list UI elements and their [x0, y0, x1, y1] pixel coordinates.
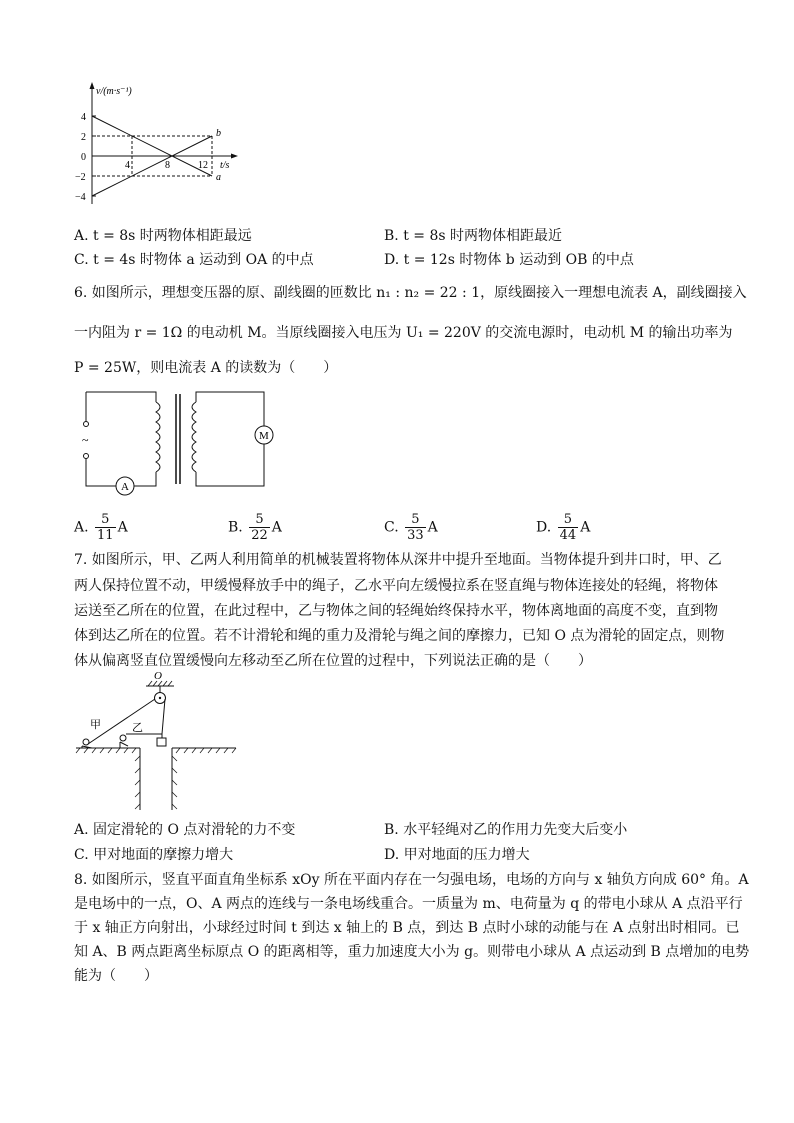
line-a [92, 116, 212, 176]
person-yi-label: 乙 [132, 722, 143, 734]
unit: A [271, 519, 282, 536]
q5-option-c[interactable]: C. t = 4s 时物体 a 运动到 OA 的中点 [74, 252, 314, 268]
y-tick-label: 2 [81, 132, 86, 143]
q5-option-a[interactable]: A. t = 8s 时两物体相距最远 [74, 228, 252, 244]
person-jia-icon [82, 739, 92, 748]
secondary-wire [196, 392, 264, 426]
option-letter: C. [384, 519, 399, 536]
q7-option-c[interactable]: C. 甲对地面的摩擦力增大 [74, 847, 234, 863]
fraction-numerator: 5 [405, 512, 426, 528]
q6-stem-line: 6. 如图所示，理想变压器的原、副线圈的匝数比 n₁ : n₂ = 22 : 1，原线圈接入一理想电流表 A，副线圈接入 [74, 285, 747, 301]
y-axis-arrow-icon [90, 82, 95, 89]
ac-source-symbol: ~ [82, 433, 89, 447]
y-axis-label: v/(m·s⁻¹) [96, 86, 132, 97]
y-tick-label: −4 [75, 192, 86, 203]
person-yi-icon [120, 735, 128, 748]
q6-option-b[interactable] [228, 512, 282, 543]
fraction-denominator: 44 [559, 528, 577, 543]
q6-stem-line: P = 25W，则电流表 A 的读数为（ ） [74, 360, 338, 376]
q6-option-d[interactable] [536, 512, 590, 543]
x-axis-label: t/s [220, 160, 230, 171]
unit: A [117, 519, 128, 536]
y-tick-label: 0 [81, 152, 86, 163]
x-axis-arrow-icon [231, 154, 238, 159]
q8-stem-line: 知 A、B 两点距离坐标原点 O 的距离相等，重力加速度大小为 g。则带电小球从 A 点运动到 B 点增加的电势 [74, 944, 750, 960]
fraction-numerator: 5 [558, 512, 579, 528]
secondary-wire [196, 444, 264, 486]
q7-option-b[interactable]: B. 水平轻绳对乙的作用力先变大后变小 [384, 822, 628, 838]
unit: A [427, 519, 438, 536]
q7-stem-line: 体从偏离竖直位置缓慢向左移动至乙所在位置的过程中，下列说法正确的是（ ） [74, 653, 592, 669]
rope-vertical [162, 699, 165, 734]
y-tick-label: 4 [81, 112, 86, 123]
q8-stem-line: 能为（ ） [74, 968, 158, 984]
q5-option-b[interactable]: B. t = 8s 时两物体相距最近 [384, 228, 562, 244]
secondary-coil [192, 402, 196, 472]
q8-stem-line: 是电场中的一点，O、A 两点的连线与一条电场线重合。一质量为 m、电荷量为 q 的带电小球从 A 点沿平行 [74, 896, 743, 912]
object-box [157, 738, 166, 746]
primary-wire [134, 472, 156, 486]
line-b [92, 136, 212, 196]
motor-label: M [259, 430, 269, 442]
well-pulley-figure [76, 670, 240, 812]
primary-coil [156, 402, 160, 472]
q7-option-a[interactable]: A. 固定滑轮的 O 点对滑轮的力不变 [74, 822, 296, 838]
transformer-circuit [78, 386, 278, 496]
primary-wire [86, 392, 156, 402]
option-letter: A. [74, 519, 89, 536]
q6-stem-line: 一内阻为 r = 1Ω 的电动机 M。当原线圈接入电压为 U₁ = 220V 的交流电源时，电动机 M 的输出功率为 [74, 325, 733, 341]
x-tick-label: 12 [198, 160, 208, 171]
fraction-denominator: 22 [251, 528, 268, 543]
q7-stem-line: 两人保持位置不动，甲缓慢释放手中的绳子，乙水平向左缓慢拉系在竖直绳与物体连接处的轻绳，将物体 [74, 578, 718, 594]
q7-stem-line: 7. 如图所示，甲、乙两人利用简单的机械装置将物体从深井中提升至地面。当物体提升到井口时，甲、乙 [74, 552, 722, 568]
primary-wire [86, 458, 116, 486]
point-o-label: O [154, 670, 162, 682]
q6-option-c[interactable] [384, 512, 438, 543]
velocity-time-graph [75, 80, 248, 210]
q7-stem-line: 运送至乙所在的位置，在此过程中，乙与物体之间的轻绳始终保持水平，物体离地面的高度不变，直到物 [74, 603, 718, 619]
fraction [405, 512, 426, 543]
fraction-numerator: 5 [95, 512, 116, 528]
x-tick-label: 8 [165, 160, 170, 171]
option-letter: B. [228, 519, 243, 536]
unit: A [580, 519, 591, 536]
fraction [558, 512, 579, 543]
option-letter: D. [536, 519, 552, 536]
terminal [84, 454, 89, 459]
fraction-denominator: 11 [97, 528, 114, 543]
q6-option-a[interactable] [74, 512, 128, 543]
line-b-label: b [216, 128, 221, 139]
x-tick-label: 4 [125, 160, 130, 171]
q7-stem-line: 体到达乙所在的位置。若不计滑轮和绳的重力及滑轮与绳之间的摩擦力，已知 O 点为滑轮的固定点，则物 [74, 628, 725, 644]
fraction [249, 512, 270, 543]
fraction-numerator: 5 [249, 512, 270, 528]
q7-option-d[interactable]: D. 甲对地面的压力增大 [384, 847, 530, 863]
ammeter-label: A [121, 481, 129, 493]
person-jia-label: 甲 [90, 719, 101, 731]
fraction [95, 512, 116, 543]
y-tick-label: −2 [75, 172, 86, 183]
terminal [84, 422, 89, 427]
fraction-denominator: 33 [407, 528, 424, 543]
q5-option-d[interactable]: D. t = 12s 时物体 b 运动到 OB 的中点 [384, 252, 634, 268]
q8-stem-line: 于 x 轴正方向射出，小球经过时间 t 到达 x 轴上的 B 点，到达 B 点时小球的动能与在 A 点射出时相同。已 [74, 920, 740, 936]
q8-stem-line: 8. 如图所示，竖直平面直角坐标系 xOy 所在平面内存在一匀强电场，电场的方向与 x 轴负方向成 60° 角。A [74, 872, 749, 888]
line-a-label: a [216, 172, 221, 183]
